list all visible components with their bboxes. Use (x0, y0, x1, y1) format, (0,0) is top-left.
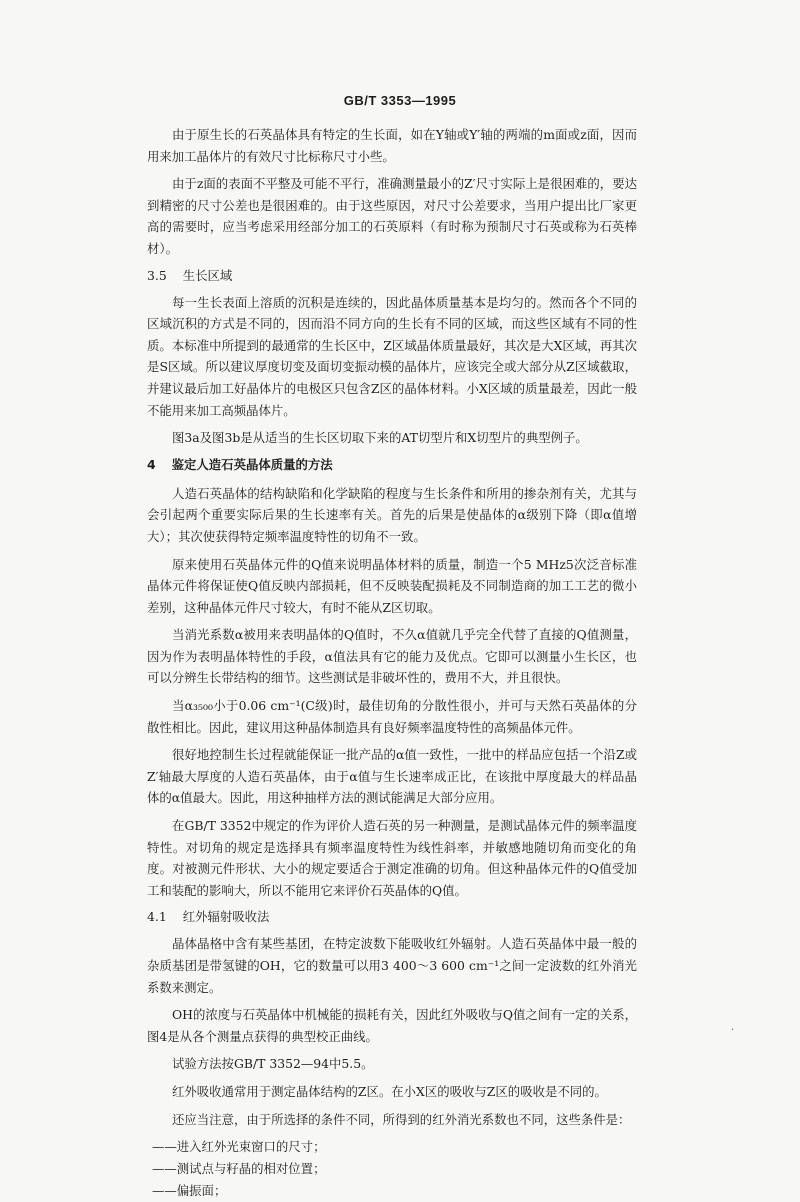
paragraph: 图3a及图3b是从适当的生长区切取下来的AT切型片和X切型片的典型例子。 (172, 430, 588, 446)
paragraph: 由于原生长的石英晶体具有特定的生长面，如在Y轴或Y′轴的两端的m面或z面，因而用来加工晶体片的有效尺寸比标称尺寸小些。 (147, 127, 637, 164)
list-item: ——偏振面； (152, 1183, 227, 1199)
section-title: 生长区域 (182, 267, 233, 283)
paragraph: 当消光系数α被用来表明晶体的Q值时，不久α值就几乎完全代替了直接的Q值测量，因为作为表明晶体特性的手段，α值法具有它的能力及优点。它即可以测量小生长区，也可以分辨生长带结构的细节。这些测试是非破坏性的，费用不大，并且很快。 (147, 627, 637, 686)
paragraph: 晶体晶格中含有某些基团，在特定波数下能吸收红外辐射。人造石英晶体中最一般的杂质基团是带氢键的OH，它的数量可以用3 400～3 600 cm⁻¹之间一定波数的红外消光系数来测定。 (147, 936, 637, 995)
paragraph: 人造石英晶体的结构缺陷和化学缺陷的程度与生长条件和所用的掺杂剂有关，尤其与会引起两个重要实际后果的生长速率有关。首先的后果是使晶体的α级别下降（即α值增大）；其次使获得特定频率温度特性的切角不一致。 (147, 485, 637, 544)
section-number: 3.5 (147, 267, 167, 283)
footer-mark: . (731, 1022, 735, 1033)
section-heading-3-5 (147, 266, 637, 286)
paragraph: 红外吸收通常用于测定晶体结构的Z区。在小X区的吸收与Z区的吸收是不同的。 (172, 1083, 607, 1099)
standard-header: GB/T 3353—1995 (343, 93, 457, 108)
paragraph: 在GB/T 3352中规定的作为评价人造石英的另一种测量，是测试晶体元件的频率温度特性。对切角的规定是选择具有频率温度特性为线性斜率，并敏感地随切角而变化的角度。对被测元件形状、大小的规定要适合于测定准确的切角。但这种晶体元件的Q值受加工和装配的影响大，所以不能用它来评价石英晶体的Q值。 (147, 818, 637, 898)
document-body (147, 124, 637, 1202)
paragraph: 每一生长表面上溶质的沉积是连续的，因此晶体质量基本是均匀的。然而各个不同的区域沉积的方式是不同的，因而沿不同方向的生长有不同的区域，而这些区域有不同的性质。本标准中所提到的最通常的生长区中，Z区域晶体质量最好，其次是大X区域，再其次是S区域。所以建议厚度切变及面切变振动模的晶体片，应该完全或大部分从Z区域截取，并建议最后加工好晶体片的电极区只包含Z区的晶体材料。小X区域的质量最差，因此一般不能用来加工高频晶体片。 (147, 294, 637, 418)
list-item: ——测试点与籽晶的相对位置； (152, 1161, 326, 1177)
list-item: ——进入红外光束窗口的尺寸； (152, 1139, 326, 1155)
section-number: 4.1 (147, 909, 167, 925)
paragraph: 试验方法按GB/T 3352—94中5.5。 (172, 1056, 374, 1072)
paragraph: 由于z面的表面不平整及可能不平行，准确测量最小的Z′尺寸实际上是很困难的，要达到精密的尺寸公差也是很困难的。由于这些原因，对尺寸公差要求，当用户提出比厂家更高的需要时，应当考虑采用经部分加工的石英原料（有时称为预制尺寸石英或称为石英棒材）。 (147, 176, 637, 256)
section-title: 鉴定人造石英晶体质量的方法 (171, 456, 333, 472)
section-heading-4 (147, 455, 637, 475)
paragraph: 当α₃₅₀₀小于0.06 cm⁻¹(C级)时，最佳切角的分散性很小，并可与天然石英晶体的分散性相比。因此，建议用这种晶体制造具有良好频率温度特性的高频晶体元件。 (147, 698, 637, 735)
paragraph: 原来使用石英晶体元件的Q值来说明晶体材料的质量，制造一个5 MHz5次泛音标准晶体元件将保证使Q值反映内部损耗，但不反映装配损耗及不同制造商的加工工艺的微小差别，这种晶体元件尺寸较大，有时不能从Z区切取。 (147, 556, 637, 615)
paragraph: OH的浓度与石英晶体中机械能的损耗有关，因此红外吸收与Q值之间有一定的关系，图4是从各个测量点获得的典型校正曲线。 (147, 1007, 637, 1044)
paragraph: 还应当注意，由于所选择的条件不同，所得到的红外消光系数也不同，这些条件是： (172, 1111, 631, 1127)
section-number: 4 (147, 456, 156, 472)
section-heading-4-1 (147, 907, 637, 927)
paragraph: 很好地控制生长过程就能保证一批产品的α值一致性，一批中的样品应包括一个沿Z或Z′轴最大厚度的人造石英晶体，由于α值与生长速率成正比，在该批中厚度最大的样品晶体的α值最大。因此，用这种抽样方法的测试能满足大部分应用。 (147, 747, 637, 806)
section-title: 红外辐射吸收法 (182, 909, 270, 925)
